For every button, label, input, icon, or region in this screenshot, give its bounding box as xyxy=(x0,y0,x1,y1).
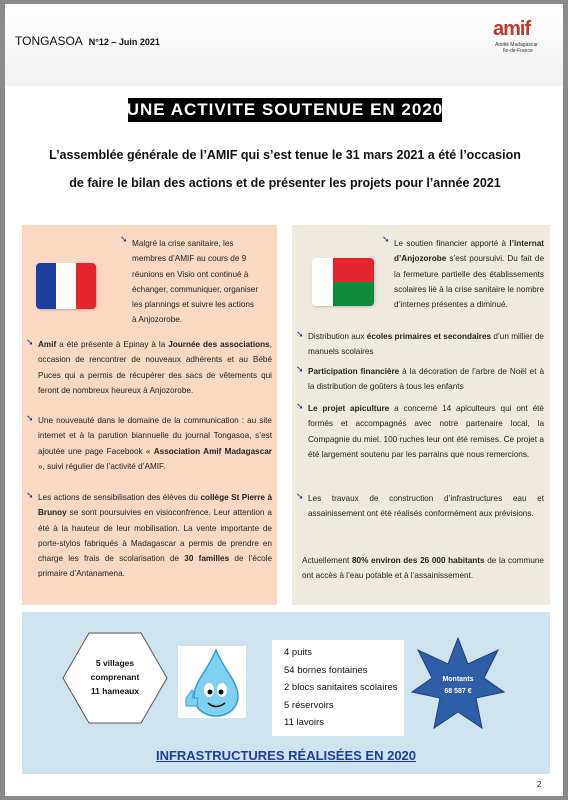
madagascar-activities-box xyxy=(292,225,550,605)
villages-comprenant: comprenant xyxy=(90,672,140,682)
text: , occasion de rencontrer de nouveaux adhérents et au Bébé Puces qui a permis de récupérer des sacs de vêtements qui feront de nombreux heureux à Anjozorobe. xyxy=(38,340,273,395)
projet-apiculture: Le projet apiculture xyxy=(308,404,390,413)
bullet-icon: ➘ xyxy=(296,491,304,501)
section-banner: UNE ACTIVITE SOUTENUE EN 2020 xyxy=(128,98,442,122)
flag-white xyxy=(56,263,76,309)
text: d’un millier de manuels scolaires xyxy=(308,332,544,357)
newsletter-page xyxy=(5,4,563,796)
paragraph-internat xyxy=(394,236,544,312)
paragraph-travaux: Les travaux de construction d’infrastructures eau et assainissement ont été réalisés conformément aux prévisions. xyxy=(308,494,544,519)
villages-text xyxy=(62,656,168,698)
publication-name: TONGASOA xyxy=(15,34,83,48)
text: », suivi régulier de l’activité d’AMIF. xyxy=(38,461,166,471)
meetings-line: Malgré la crise sanitaire, les xyxy=(132,239,234,248)
text: de l’école primaire d’Antanamena. xyxy=(38,554,273,579)
infrastructure-list xyxy=(272,640,404,736)
text: s’est poursuivi. Du fait de la fermeture partielle des établissements scolaires lié à la crise sanitaire le nombre d’internes présentes a diminué. xyxy=(394,254,544,310)
paragraph-meetings xyxy=(132,236,272,328)
bullet-icon: ➘ xyxy=(382,234,390,244)
publication-title xyxy=(15,34,160,48)
montants-text xyxy=(420,674,496,698)
logo-word: amif xyxy=(493,18,531,40)
page-number: 2 xyxy=(537,780,542,789)
participation: Participation financière xyxy=(308,367,400,376)
flag-red xyxy=(76,263,96,309)
bullet-icon: ➘ xyxy=(26,413,34,423)
text: Actuellement xyxy=(302,556,352,565)
infrastructures-title: INFRASTRUCTURES RÉALISÉES EN 2020 xyxy=(155,748,417,763)
text: a été présente à Epinay à la xyxy=(56,340,169,349)
list-item: 11 lavoirs xyxy=(284,717,324,728)
intro-line-2: de faire le bilan des actions et de présenter les projets pour l’année 2021 xyxy=(69,176,501,190)
text: se sont poursuivies en visioconfrence. Leur attention a été à la hauteur de leur mobilisation. La vente importante de porte-stylos fabriqués à Madagascar a permis de prendre en charge les frais de scolarisation de xyxy=(38,508,272,564)
paragraph-associations xyxy=(38,337,272,398)
issue-number: N°12 – Juin 2021 xyxy=(88,37,160,47)
bullet-icon: ➘ xyxy=(296,401,304,411)
journee-associations: Journée des associations xyxy=(168,340,270,349)
flag-red xyxy=(333,258,374,282)
paragraph-noel xyxy=(308,364,544,395)
paragraph-manuels xyxy=(308,329,544,360)
water-drop-icon xyxy=(178,646,246,718)
montants-label: Montants xyxy=(442,676,474,683)
text: Le soutien financier apporté à xyxy=(394,239,510,248)
bullet-icon: ➘ xyxy=(296,329,304,339)
amif-bold: Amif xyxy=(38,340,57,349)
hameaux-count: 11 hameaux xyxy=(90,686,140,696)
paragraph-communication xyxy=(38,413,272,474)
meetings-line: les plannings et suivre les actions xyxy=(132,300,254,310)
text: a concerné 14 apiculteurs qui ont été formés et accompagnés avec notre partenaire local, la Compagnie du miel. 100 ruches leur ont été remises. Ce projet a été largement soutenu par les parrains que nous remercions. xyxy=(308,404,544,459)
paragraph-habitants xyxy=(302,553,544,584)
text: Les actions de sensibilisation des élèves du xyxy=(38,493,201,502)
paragraph-apiculture xyxy=(308,401,544,462)
meetings-line: réunions en Visio ont continué à xyxy=(132,269,249,279)
list-item: 54 bornes fontaines xyxy=(284,664,368,676)
logo-tagline-2: Ile-de-France xyxy=(503,48,533,54)
page-header xyxy=(5,4,563,86)
flag-blue xyxy=(36,263,56,309)
infrastructures-section xyxy=(22,612,550,774)
text: de la commune ont accès à l’eau potable et à l’assainissement. xyxy=(302,556,544,581)
madagascar-flag-icon xyxy=(312,258,374,306)
schools: écoles primaires et secondaires xyxy=(366,332,492,341)
logo-tagline-1: Amitié Madagascar xyxy=(495,42,538,48)
amif-logo xyxy=(493,18,553,54)
bullet-icon: ➘ xyxy=(296,364,304,374)
flag-white xyxy=(312,258,333,306)
bullet-icon: ➘ xyxy=(120,234,128,244)
france-activities-box xyxy=(22,225,277,605)
villages-count: 5 villages xyxy=(95,658,135,668)
list-item: 4 puits xyxy=(284,647,312,658)
text: Distribution aux xyxy=(308,332,367,341)
bullet-icon: ➘ xyxy=(26,490,34,500)
montants-value: 68 587 € xyxy=(444,688,472,695)
meetings-line: membres d’AMIF au cours de 9 xyxy=(132,254,247,264)
paragraph-college xyxy=(38,490,272,582)
facebook-page-name: Association Amif Madagascar xyxy=(153,446,272,456)
habitants-stat: 80% environ des 26 000 habitants xyxy=(352,556,485,565)
text: Une nouveauté dans le domaine de la communication : au site internet et à la parution biannuelle du journal Tongasoa, s’est ajoutée une page Facebook « xyxy=(38,416,272,456)
intro-line-1: L’assemblée générale de l’AMIF qui s’est tenue le 31 mars 2021 a été l’occasion xyxy=(49,148,521,162)
list-item: 2 blocs sanitaires scolaires xyxy=(284,682,398,693)
internat-name: l’internat d’Anjozorobe xyxy=(394,239,544,264)
meetings-line: à Anjozorobe. xyxy=(132,315,183,325)
meetings-line: échanger, communiquer, organiser xyxy=(132,284,259,294)
list-item: 5 réservoirs xyxy=(284,699,334,711)
flag-green xyxy=(333,282,374,306)
bullet-icon: ➘ xyxy=(26,337,34,347)
text: à la décoration de l’arbre de Noël et à la distribution de goûters à tous les enfants xyxy=(308,367,545,392)
france-flag-icon xyxy=(36,263,96,309)
water-drop-mascot xyxy=(178,646,246,718)
families-count: 30 familles xyxy=(184,554,230,564)
college-name: collège St Pierre à Brunoy xyxy=(38,493,272,518)
